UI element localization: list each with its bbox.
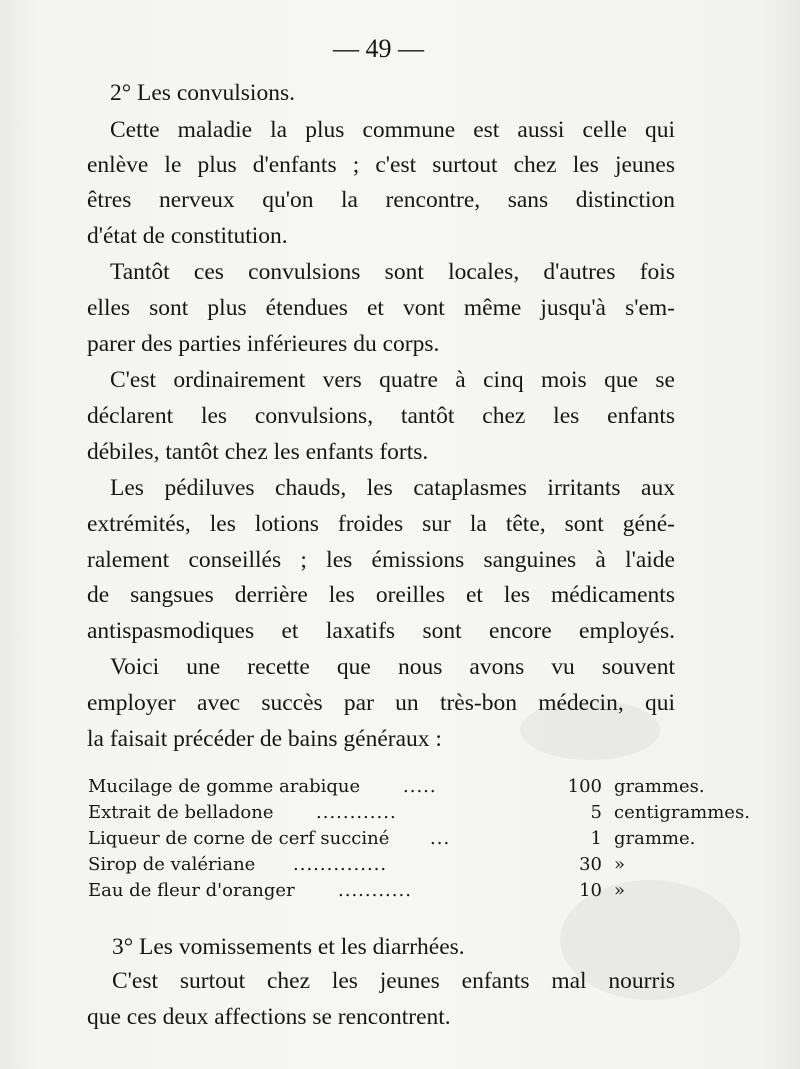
text-line: de sangsues derrière les oreilles et les médicaments	[87, 582, 675, 608]
text-line: débiles, tantôt chez les enfants forts.	[87, 439, 429, 465]
recipe-table	[88, 776, 750, 918]
recipe-quantity: 10	[579, 880, 602, 901]
recipe-ingredient: Sirop de valériane	[88, 854, 256, 875]
recipe-quantity: 1	[590, 828, 602, 849]
text-line: d'état de constitution.	[87, 223, 288, 249]
recipe-leader-dots: ...........	[338, 880, 412, 901]
recipe-leader-dots: .....	[403, 776, 437, 797]
section-heading-convulsions: 2° Les convulsions.	[110, 80, 295, 106]
recipe-unit: »	[614, 880, 626, 901]
text-line: antispasmodiques et laxatifs sont encore employés.	[87, 618, 675, 644]
recipe-ingredient: Mucilage de gomme arabique	[88, 776, 361, 797]
text-line: Tantôt ces convulsions sont locales, d'autres fois	[110, 259, 675, 285]
recipe-quantity: 100	[567, 776, 602, 797]
recipe-quantity: 5	[590, 802, 602, 823]
recipe-leader-dots: ..............	[293, 854, 388, 875]
text-line: ralement conseillés ; les émissions sanguines à l'aide	[87, 547, 675, 573]
text-line: C'est ordinairement vers quatre à cinq mois que se	[110, 367, 675, 393]
text-line: enlève le plus d'enfants ; c'est surtout chez les jeunes	[87, 152, 675, 178]
text-line: êtres nerveux qu'on la rencontre, sans distinction	[87, 187, 675, 213]
section-heading-vomiting: 3° Les vomissements et les diarrhées.	[112, 934, 465, 960]
text-line: Voici une recette que nous avons vu souvent	[110, 654, 675, 680]
recipe-unit: centigrammes.	[614, 802, 750, 823]
recipe-leader-dots: ...	[430, 828, 451, 849]
text-line: la faisait précéder de bains généraux :	[87, 726, 442, 752]
text-line: parer des parties inférieures du corps.	[87, 331, 440, 357]
recipe-leader-dots: ............	[316, 802, 397, 823]
recipe-quantity: 30	[579, 854, 602, 875]
text-line: C'est surtout chez les jeunes enfants mal nourris	[112, 968, 675, 994]
text-line: Les pédiluves chauds, les cataplasmes irritants aux	[110, 475, 675, 501]
text-line: employer avec succès par un très-bon médecin, qui	[87, 690, 675, 716]
text-line: extrémités, les lotions froides sur la tête, sont géné-	[87, 511, 675, 537]
text-line: déclarent les convulsions, tantôt chez les enfants	[87, 403, 675, 429]
text-line: elles sont plus étendues et vont même jusqu'à s'em-	[87, 295, 675, 321]
recipe-unit: gramme.	[614, 828, 696, 849]
recipe-unit: »	[614, 854, 626, 875]
recipe-ingredient: Extrait de belladone	[88, 802, 274, 823]
recipe-ingredient: Eau de fleur d'oranger	[88, 880, 295, 901]
page-number: — 49 —	[333, 34, 424, 63]
text-line: Cette maladie la plus commune est aussi celle qui	[110, 117, 675, 143]
recipe-ingredient: Liqueur de corne de cerf succiné	[88, 828, 390, 849]
text-line: que ces deux affections se rencontrent.	[87, 1004, 451, 1030]
recipe-unit: grammes.	[614, 776, 705, 797]
